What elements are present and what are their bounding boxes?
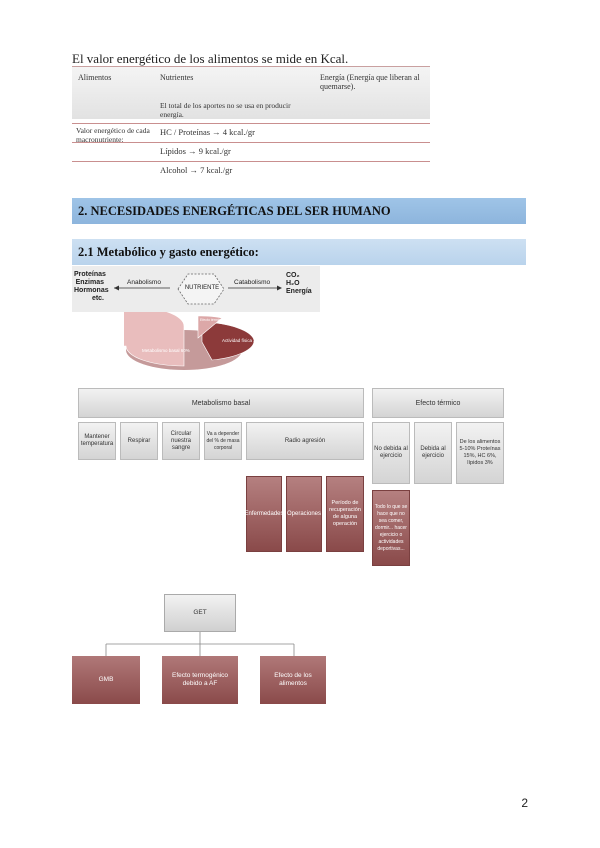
mb-sub-box: Va a depender del % de masa corporal [204,422,242,460]
mb-sub-box: Respirar [120,422,158,460]
header-energia: Energía (Energía que liberan al quemarse). [320,73,420,91]
metab-right-labels [286,272,312,296]
get-diagram [72,592,326,708]
pie-label-af: Actividad física 30% [222,338,263,343]
label-h2o: H₂O [286,280,300,287]
table-note: El total de los aportes no se usa en producir energía. [160,101,291,119]
get-child-af: Efecto termogénico debido a AF [162,656,238,704]
get-child-gmb: GMB [72,656,140,704]
mb-sub-box: Mantener temperatura [78,422,116,460]
label-enzimas: Enzimas [75,279,104,286]
row-value-alcohol: Alcohol → 7 kcal./gr [160,165,233,175]
row-label: Valor energético de cada macronutriente: [76,126,150,144]
energy-table [72,66,430,176]
thermal-sub-box: Debida al ejercicio [414,422,452,484]
mb-main-box: Metabolismo basal [78,388,364,418]
red-sub-box: Período de recuperación de alguna operación [326,476,364,552]
row-value-lipidos: Lípidos → 9 kcal./gr [160,146,231,156]
red-sub-box: Operaciones [286,476,322,552]
red-thermal-box: Todo lo que se hace que no sea comer, dormir... hacer ejercicio o actividades deportivas... [372,490,410,566]
table-row [72,142,430,161]
mb-sub-box: Circular nuestra sangre [162,422,200,460]
red-sub-box: Enfermedades [246,476,282,552]
table-header [72,66,430,119]
mb-diagram [74,384,504,570]
metabolism-diagram [72,266,320,312]
thermal-sub-box: De los alimentos 5-10% Proteínas 15%, HC 6%, lípidos 3% [456,422,504,484]
row-value-hc: HC / Proteínas → 4 kcal./gr [160,127,255,137]
page-number: 2 [521,796,528,810]
table-row [72,123,430,142]
intro-text: El valor energético de los alimentos se mide en Kcal. [72,51,349,66]
thermal-sub-box: No debida al ejercicio [372,422,410,484]
section-2-1-heading: 2.1 Metabólico y gasto energético: [72,239,526,265]
table-row [72,161,430,180]
label-energia: Energía [286,288,312,295]
label-etc: etc. [91,295,104,302]
pie-label-et: Efecto térmico de los alimentos 10% [200,318,257,322]
get-child-alimentos: Efecto de los alimentos [260,656,326,704]
mb-sub-box: Radio agresión [246,422,364,460]
label-catabolismo: Catabolismo [234,279,271,286]
label-co2: CO₂ [286,272,300,279]
label-anabolismo: Anabolismo [127,279,161,286]
get-root-box: GET [164,594,236,632]
header-alimentos: Alimentos [78,73,112,82]
pie-label-mb: Metabolismo basal 60% [142,348,190,353]
label-nutriente: NUTRIENTE [184,285,220,291]
header-nutrientes: Nutrientes [160,73,194,82]
thermal-main-box: Efecto térmico [372,388,504,418]
label-hormonas: Hormonas [74,287,109,294]
label-proteinas: Proteínas [74,271,106,278]
energy-pie-chart [124,312,264,374]
section-2-heading: 2. NECESIDADES ENERGÉTICAS DEL SER HUMANO [72,198,526,224]
